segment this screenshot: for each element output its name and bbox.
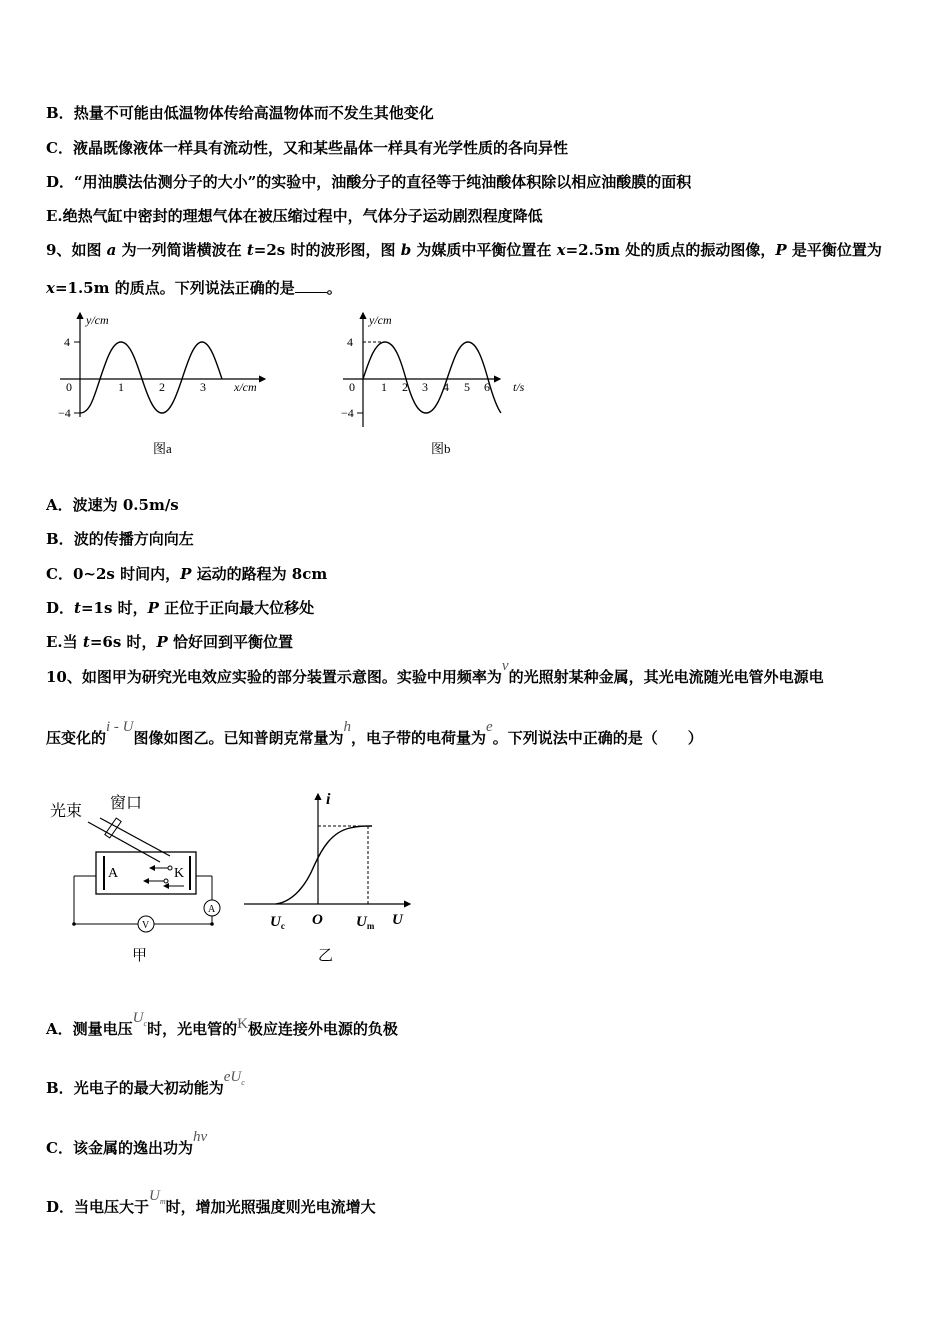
- uc-symbol: $U_c$: [132, 1010, 148, 1028]
- photocurrent-curve: [276, 826, 372, 904]
- t-tick: 3: [422, 380, 428, 394]
- cathode-label: K: [174, 866, 185, 881]
- t-tick: 4: [443, 380, 449, 394]
- q9-option-a: A．波速为 0.5m/s: [46, 496, 179, 514]
- origin-label: 0: [66, 380, 72, 394]
- beam-label: 光束: [50, 803, 83, 820]
- graph-caption: 图b: [431, 441, 451, 456]
- um-label: $U_m$: [356, 914, 375, 931]
- euc-symbol: $eU_c$: [223, 1069, 245, 1087]
- vibration-graph-b: [335, 305, 545, 465]
- h-symbol: h: [343, 719, 352, 735]
- nu-symbol: ν: [501, 658, 509, 674]
- q10-option-d: D．当电压大于$U_m$时，增加光照强度则光电流增大: [46, 1188, 376, 1216]
- u-label: U: [392, 912, 403, 928]
- t-tick: 1: [381, 380, 387, 394]
- k-symbol: K: [237, 1016, 248, 1032]
- q9-option-c: C．0~2s 时间内，P 运动的路程为 8cm: [46, 565, 328, 583]
- origin-label: O: [312, 912, 323, 928]
- uc-label: $U_c$: [270, 914, 285, 931]
- q8-option-c: C．液晶既像液体一样具有流动性，又和某些晶体一样具有光学性质的各向异性: [46, 139, 568, 157]
- q9-option-d: D．t=1s 时，P 正位于正向最大位移处: [46, 599, 315, 617]
- origin-label: 0: [349, 380, 355, 394]
- q8-option-d: D．“用油膜法估测分子的大小”的实验中，油酸分子的直径等于纯油酸体积除以相应油酸膜的面积: [46, 173, 692, 191]
- window-label: 窗口: [110, 795, 143, 812]
- graph-caption: 图a: [153, 441, 172, 456]
- q10-stem-line1: 10、如图甲为研究光电效应实验的部分装置示意图。实验中用频率为ν的光照射某种金属，其光电流随光电管外电源电: [46, 658, 824, 686]
- x-tick: 3: [200, 380, 206, 394]
- y-axis-label: y/cm: [86, 313, 109, 327]
- q8-option-e: E.绝热气缸中密封的理想气体在被压缩过程中，气体分子运动剧烈程度降低: [46, 207, 543, 225]
- y-tick-min: −4: [58, 406, 71, 420]
- ammeter-label: A: [208, 904, 216, 915]
- q9-option-b: B．波的传播方向向左: [46, 530, 194, 548]
- voltmeter-label: V: [142, 920, 150, 931]
- x-tick: 1: [118, 380, 124, 394]
- figure-caption: 甲: [132, 948, 148, 964]
- t-tick: 5: [464, 380, 470, 394]
- q10-option-a: A．测量电压$U_c$时，光电管的K极应连接外电源的负极: [46, 1010, 398, 1038]
- wave-curve: [80, 342, 222, 413]
- q8-option-b: B．热量不可能由低温物体传给高温物体而不发生其他变化: [46, 104, 434, 122]
- q9-option-e: E.当 t=6s 时，P 恰好回到平衡位置: [46, 633, 294, 651]
- t-tick: 6: [484, 380, 490, 394]
- vibration-curve: [363, 342, 501, 413]
- i-label: i: [326, 791, 331, 808]
- x-tick: 2: [159, 380, 165, 394]
- photocell-apparatus-figure: [44, 788, 240, 970]
- iu-symbol: i - U: [106, 719, 134, 735]
- y-tick-min: −4: [341, 406, 354, 420]
- iu-curve-figure: [240, 786, 420, 970]
- q10-option-b: B．光电子的最大初动能为$eU_c$: [46, 1069, 245, 1097]
- q9-stem-line2: x=1.5m 的质点。下列说法正确的是 。: [46, 279, 342, 297]
- y-tick-max: 4: [64, 335, 70, 349]
- h-nu-symbol: hν: [192, 1129, 208, 1145]
- wave-graph-a: [50, 305, 280, 465]
- y-tick-max: 4: [347, 335, 353, 349]
- q10-stem-line2: 压变化的i - U图像如图乙。已知普朗克常量为h，电子带的电荷量为e。下列说法中正确的是（ ）: [46, 719, 703, 747]
- light-ray: [88, 822, 160, 862]
- t-tick: 2: [402, 380, 408, 394]
- answer-blank: [295, 280, 327, 293]
- um-symbol: $U_m$: [149, 1188, 166, 1206]
- e-symbol: e: [486, 719, 493, 735]
- t-axis-label: t/s: [513, 380, 525, 394]
- q9-stem-line1: 9、如图 a 为一列简谐横波在 t=2s 时的波形图，图 b 为媒质中平衡位置在 x=2.5m 处的质点的振动图像，P 是平衡位置为: [46, 241, 882, 259]
- q10-option-c: C．该金属的逸出功为hν: [46, 1129, 208, 1157]
- anode-label: A: [108, 866, 119, 881]
- x-axis-label: x/cm: [234, 380, 257, 394]
- figure-caption: 乙: [318, 948, 334, 964]
- y-axis-label: y/cm: [369, 313, 392, 327]
